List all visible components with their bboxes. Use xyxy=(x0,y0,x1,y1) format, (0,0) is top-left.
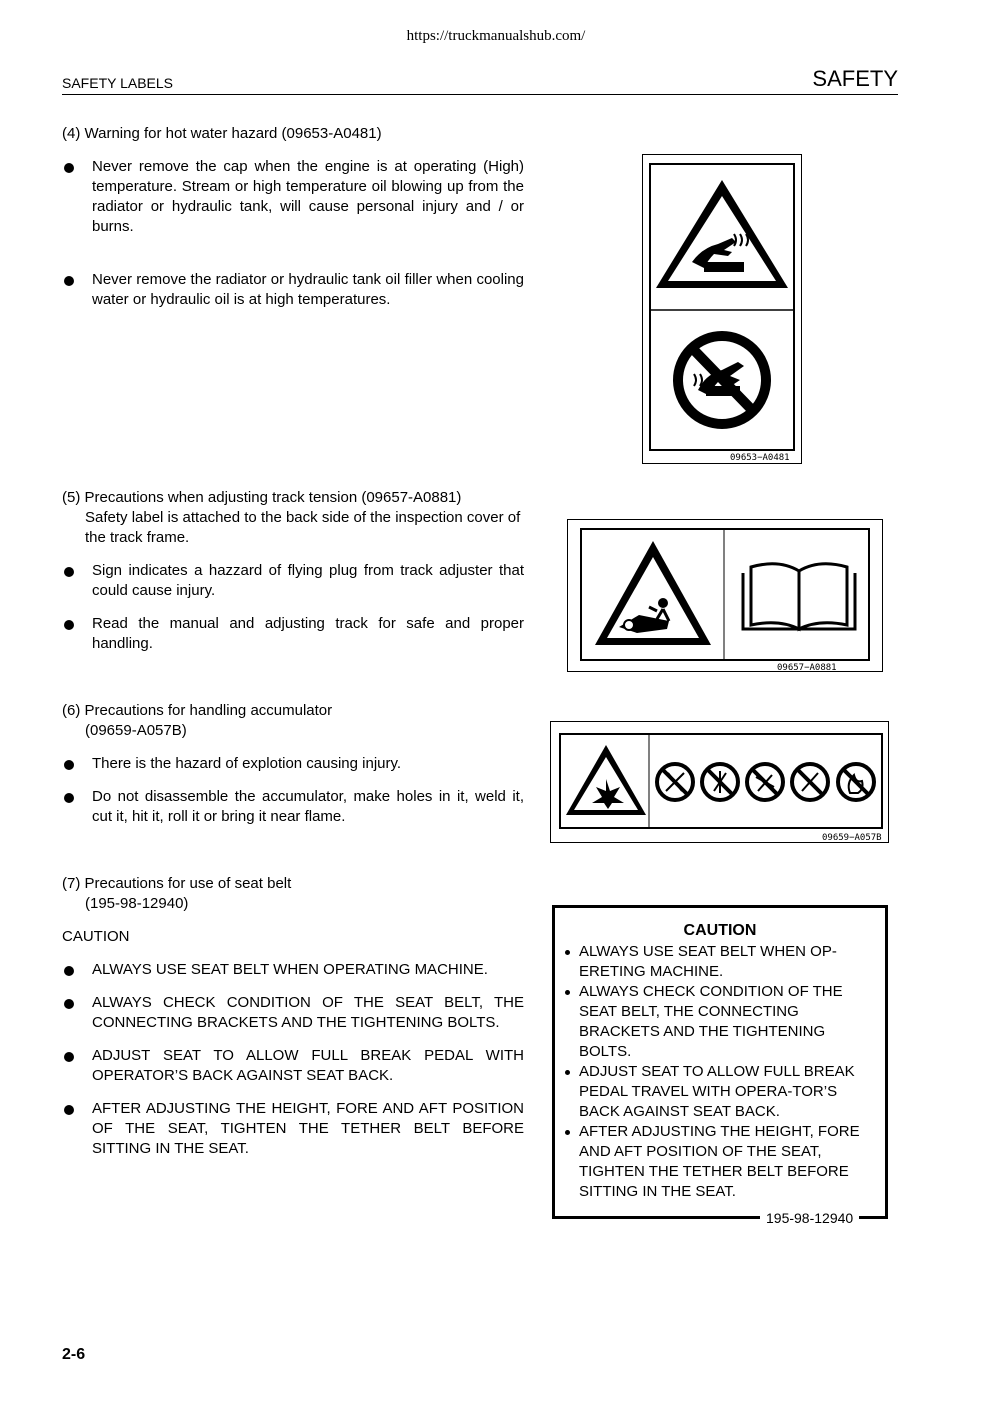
list-item xyxy=(62,754,524,774)
caution-text: ALWAYS USE SEAT BELT WHEN OP-ERETING MACHINE. xyxy=(579,943,837,980)
page-number: 2-6 xyxy=(62,1346,86,1363)
bullet-dot xyxy=(64,620,74,630)
caution-text: ALWAYS CHECK CONDITION OF THE SEAT BELT, THE CONNECTING BRACKETS AND THE TIGHTENING BOLTS. xyxy=(579,983,843,1060)
item5-block xyxy=(62,488,525,667)
item5-heading: (5) Precautions when adjusting track tension (09657-A0881) xyxy=(62,489,462,506)
list-item xyxy=(62,1099,524,1159)
list-item xyxy=(62,993,524,1033)
bullet-text: There is the hazard of explotion causing injury. xyxy=(92,755,402,772)
bullet-text: ADJUST SEAT TO ALLOW FULL BREAK PEDAL WITH OPERATOR’S BACK AGAINST SEAT BACK. xyxy=(92,1047,524,1084)
chapter-title: SAFETY xyxy=(812,66,898,91)
item7-sub: (195-98-12940) xyxy=(85,895,189,912)
caution-label-code: 195-98-12940 xyxy=(760,1210,859,1226)
list-item xyxy=(555,1122,885,1202)
item7-heading: (7) Precautions for use of seat belt xyxy=(62,875,292,892)
bullet-dot xyxy=(64,1105,74,1115)
header-rule xyxy=(62,94,898,95)
list-item xyxy=(555,1062,885,1122)
bullet-dot xyxy=(565,1070,570,1075)
caution-text: ADJUST SEAT TO ALLOW FULL BREAK PEDAL TRAVEL WITH OPERA-TOR’S BACK AGAINST SEAT BACK. xyxy=(579,1063,855,1120)
item7-caution-label: CAUTION xyxy=(62,928,130,945)
caution-text: AFTER ADJUSTING THE HEIGHT, FORE AND AFT POSITION OF THE SEAT, TIGHTEN THE TETHER BELT BEFORE SITTING IN THE SEAT. xyxy=(579,1123,860,1200)
track-tension-label xyxy=(567,519,883,672)
bullet-text: Never remove the cap when the engine is at operating (High) temperature. Stream or high temperature oil blowing up from the radiator or hydraulic tank, will cause personal injury and / or burns. xyxy=(92,158,524,235)
track-tension-warning-icon xyxy=(567,519,883,672)
list-item xyxy=(62,1046,524,1086)
bullet-text: Do not disassemble the accumulator, make holes in it, weld it, cut it, hit it, roll it or bring it near flame. xyxy=(92,788,524,825)
source-url: https://truckmanualshub.com/ xyxy=(406,28,586,44)
bullet-dot xyxy=(64,760,74,770)
label-code-text: 09653−A0481 xyxy=(730,453,790,463)
item6-block xyxy=(62,701,524,840)
item6-sub: (09659-A057B) xyxy=(85,722,187,739)
item6-heading: (6) Precautions for handling accumulator xyxy=(62,702,333,719)
bullet-dot xyxy=(64,567,74,577)
bullet-text: AFTER ADJUSTING THE HEIGHT, FORE AND AFT POSITION OF THE SEAT, TIGHTEN THE TETHER BELT BEFORE SITTING IN THE SEAT. xyxy=(92,1100,524,1157)
seat-belt-caution-label xyxy=(552,905,888,1219)
list-item xyxy=(555,982,885,1062)
bullet-dot xyxy=(64,276,74,286)
list-item xyxy=(62,157,524,237)
bullet-text: ALWAYS USE SEAT BELT WHEN OPERATING MACHINE. xyxy=(92,961,488,978)
list-item xyxy=(555,942,885,982)
bullet-dot xyxy=(565,950,570,955)
bullet-dot xyxy=(64,793,74,803)
bullet-dot xyxy=(565,1130,570,1135)
section-title: SAFETY LABELS xyxy=(62,75,174,91)
list-item xyxy=(62,270,524,310)
bullet-dot xyxy=(64,163,74,173)
bullet-dot xyxy=(64,999,74,1009)
item5-sub: Safety label is attached to the back side of the inspection cover of the track frame. xyxy=(85,509,521,546)
hot-water-label xyxy=(642,154,802,464)
item7-block xyxy=(62,874,524,1172)
bullet-text: Read the manual and adjusting track for safe and proper handling. xyxy=(92,615,524,652)
bullet-text: Sign indicates a hazzard of flying plug from track adjuster that could cause injury. xyxy=(92,562,524,599)
bullet-dot xyxy=(565,990,570,995)
list-item xyxy=(62,614,524,654)
item4-block xyxy=(62,124,524,323)
list-item xyxy=(62,787,524,827)
caution-title: CAUTION xyxy=(683,922,757,939)
accumulator-warning-icon xyxy=(550,721,889,843)
hot-water-warning-icon xyxy=(642,154,802,464)
accumulator-label xyxy=(550,721,889,843)
label-code-text: 09657−A0881 xyxy=(777,663,837,672)
bullet-dot xyxy=(64,1052,74,1062)
label-code-text: 09659−A057B xyxy=(822,833,882,843)
item4-heading: (4) Warning for hot water hazard (09653-A0481) xyxy=(62,125,382,142)
bullet-text: Never remove the radiator or hydraulic tank oil filler when cooling water or hydraulic oil is at high temperatures. xyxy=(92,271,524,308)
bullet-text: ALWAYS CHECK CONDITION OF THE SEAT BELT, THE CONNECTING BRACKETS AND THE TIGHTENING BOLTS. xyxy=(92,994,524,1031)
list-item xyxy=(62,561,524,601)
bullet-dot xyxy=(64,966,74,976)
list-item xyxy=(62,960,524,980)
